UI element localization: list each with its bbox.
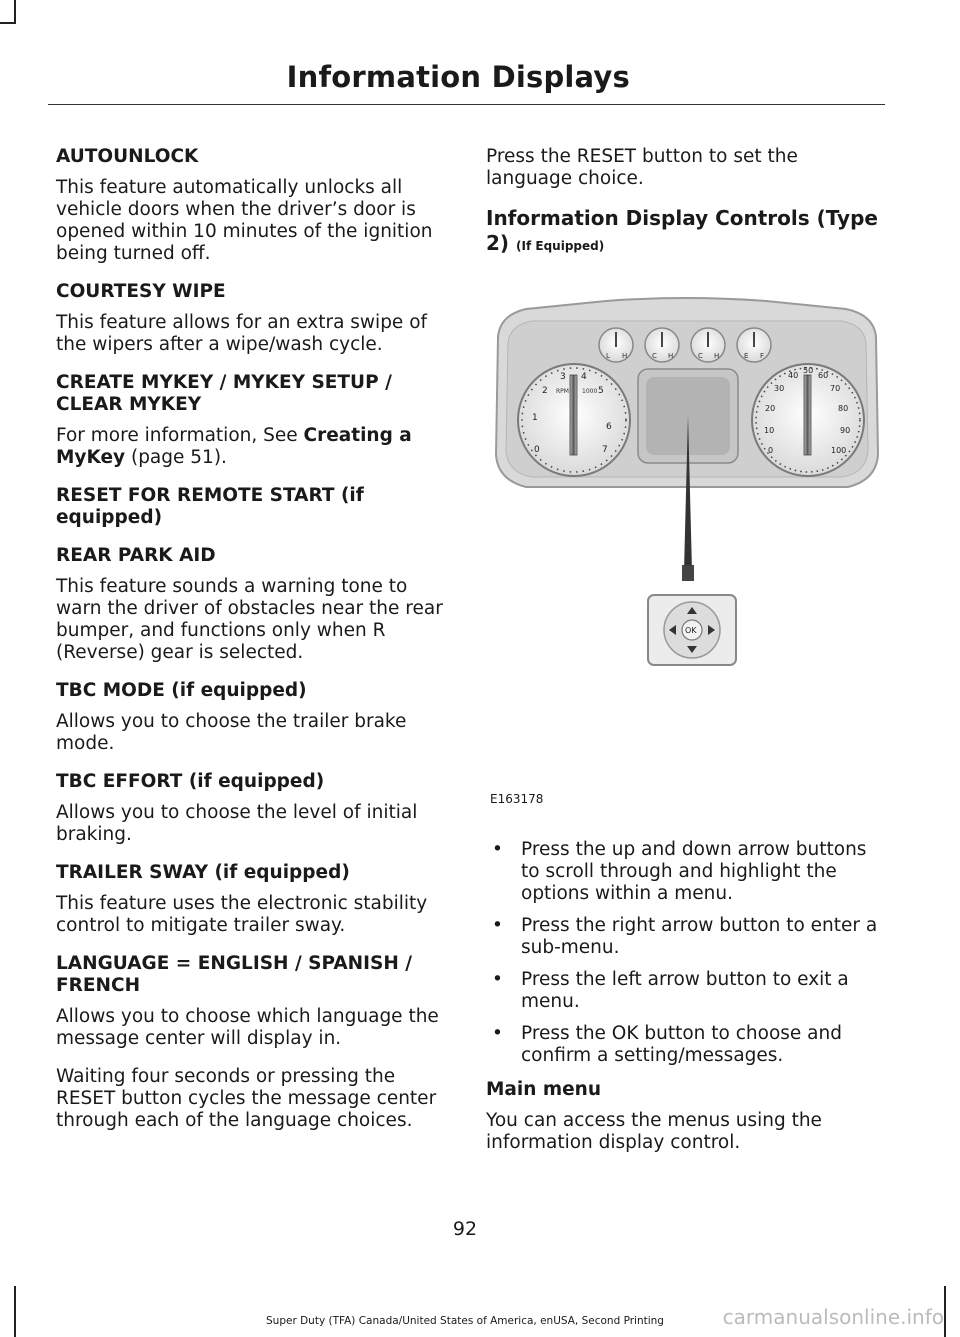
- para-language-2: Waiting four seconds or pressing the RESET button cycles the message center through each of the language choices.: [56, 1066, 437, 1131]
- para-autounlock: This feature automatically unlocks all vehicle doors when the driver’s door is opened within 10 minutes of the ignition being turned off.: [56, 177, 433, 264]
- speedometer: [752, 364, 864, 476]
- header-rule: [48, 104, 885, 105]
- heading-autounlock: AUTOUNLOCK: [56, 146, 199, 167]
- speed-50: 50: [803, 366, 814, 375]
- speed-40: 40: [788, 371, 799, 380]
- tach-3: 3: [560, 372, 566, 382]
- heading-courtesy-wipe: COURTESY WIPE: [56, 281, 226, 302]
- gauge1-right: H: [622, 352, 628, 360]
- crop-mark-bottom-left-v: [14, 1286, 16, 1337]
- speed-0: 0: [768, 446, 774, 455]
- para-main-menu: You can access the menus using the information display control.: [486, 1110, 822, 1153]
- heading-rear-park-aid: REAR PARK AID: [56, 545, 216, 566]
- para-tbc-effort: Allows you to choose the level of initial braking.: [56, 802, 418, 845]
- instrument-cluster-figure: [486, 265, 886, 825]
- figure-caption: E163178: [490, 792, 544, 806]
- mykey-link[interactable]: Creating a MyKey: [56, 425, 412, 468]
- speed-80: 80: [838, 404, 849, 413]
- para-reset-language: Press the RESET button to set the language choice.: [486, 146, 798, 189]
- tachometer: [518, 364, 630, 476]
- bullet-ok: • Press the OK button to choose and confirm a setting/messages.: [486, 1023, 886, 1067]
- gauge1-left: L: [606, 352, 610, 360]
- speed-100: 100: [831, 446, 847, 455]
- gauge2-left: C: [652, 352, 657, 360]
- bullet-up-down: • Press the up and down arrow buttons to scroll through and highlight the options within a menu.: [486, 839, 886, 905]
- gauge3-left: C: [698, 352, 703, 360]
- mykey-prefix: For more information, See: [56, 425, 304, 446]
- tach-scale: 1000: [582, 388, 598, 395]
- heading-main-menu: Main menu: [486, 1079, 602, 1100]
- bullet-right: • Press the right arrow button to enter a sub-menu.: [486, 915, 886, 959]
- speed-30: 30: [774, 384, 785, 393]
- crop-mark-top-left-h: [0, 22, 16, 24]
- heading-tbc-mode: TBC MODE (if equipped): [56, 680, 307, 701]
- ok-label: OK: [685, 626, 697, 635]
- gauge2-right: H: [668, 352, 674, 360]
- para-mykey: [56, 425, 448, 469]
- tach-0: 0: [534, 445, 540, 455]
- tach-7: 7: [602, 445, 608, 455]
- mykey-suffix: (page 51).: [125, 447, 227, 468]
- tach-6: 6: [606, 422, 612, 432]
- footer-text: Super Duty (TFA) Canada/United States of America, enUSA, Second Printing: [266, 1315, 664, 1327]
- page-header-title: Information Displays: [286, 60, 630, 94]
- speed-60: 60: [818, 371, 829, 380]
- gauge4-left: E: [744, 352, 749, 360]
- page-number: 92: [452, 1218, 478, 1240]
- heading-reset-remote-start: RESET FOR REMOTE START (if equipped): [56, 485, 364, 528]
- heading-trailer-sway: TRAILER SWAY (if equipped): [56, 862, 350, 883]
- tach-1: 1: [532, 413, 538, 423]
- crop-mark-top-left-v: [14, 0, 16, 22]
- heading-mykey: CREATE MYKEY / MYKEY SETUP / CLEAR MYKEY: [56, 372, 392, 415]
- watermark: carmanualsonline.info: [722, 1305, 944, 1329]
- instrument-cluster-illustration: [486, 265, 886, 785]
- tach-unit: RPM: [556, 388, 569, 395]
- section-title-text: Information Display Controls (Type 2): [486, 206, 878, 255]
- bullet-left: • Press the left arrow button to exit a menu.: [486, 969, 886, 1013]
- section-title-note: (If Equipped): [516, 239, 605, 253]
- heading-tbc-effort: TBC EFFORT (if equipped): [56, 771, 325, 792]
- speed-10: 10: [764, 426, 775, 435]
- tach-2: 2: [542, 386, 548, 396]
- gauge3-right: H: [714, 352, 720, 360]
- speed-70: 70: [830, 384, 841, 393]
- crop-mark-bottom-right-v: [944, 1286, 946, 1337]
- speed-90: 90: [840, 426, 851, 435]
- left-column: [56, 146, 448, 1148]
- para-tbc-mode: Allows you to choose the trailer brake mode.: [56, 711, 407, 754]
- instruction-bullets: [486, 839, 886, 1067]
- para-trailer-sway: This feature uses the electronic stability control to mitigate trailer sway.: [56, 893, 428, 936]
- section-title: [486, 206, 886, 259]
- speed-20: 20: [765, 404, 776, 413]
- info-display-control-pad: [648, 595, 736, 665]
- right-column: [486, 146, 886, 1170]
- gauge4-right: F: [760, 352, 765, 360]
- tach-4: 4: [581, 372, 587, 382]
- para-courtesy-wipe: This feature allows for an extra swipe of the wipers after a wipe/wash cycle.: [56, 312, 428, 355]
- heading-language: LANGUAGE = ENGLISH / SPANISH / FRENCH: [56, 953, 413, 996]
- para-language: Allows you to choose which language the message center will display in.: [56, 1006, 439, 1049]
- tach-5: 5: [598, 386, 604, 396]
- para-rear-park-aid: This feature sounds a warning tone to warn the driver of obstacles near the rear bumper, and functions only when R (Reverse) gear is selected.: [56, 576, 443, 663]
